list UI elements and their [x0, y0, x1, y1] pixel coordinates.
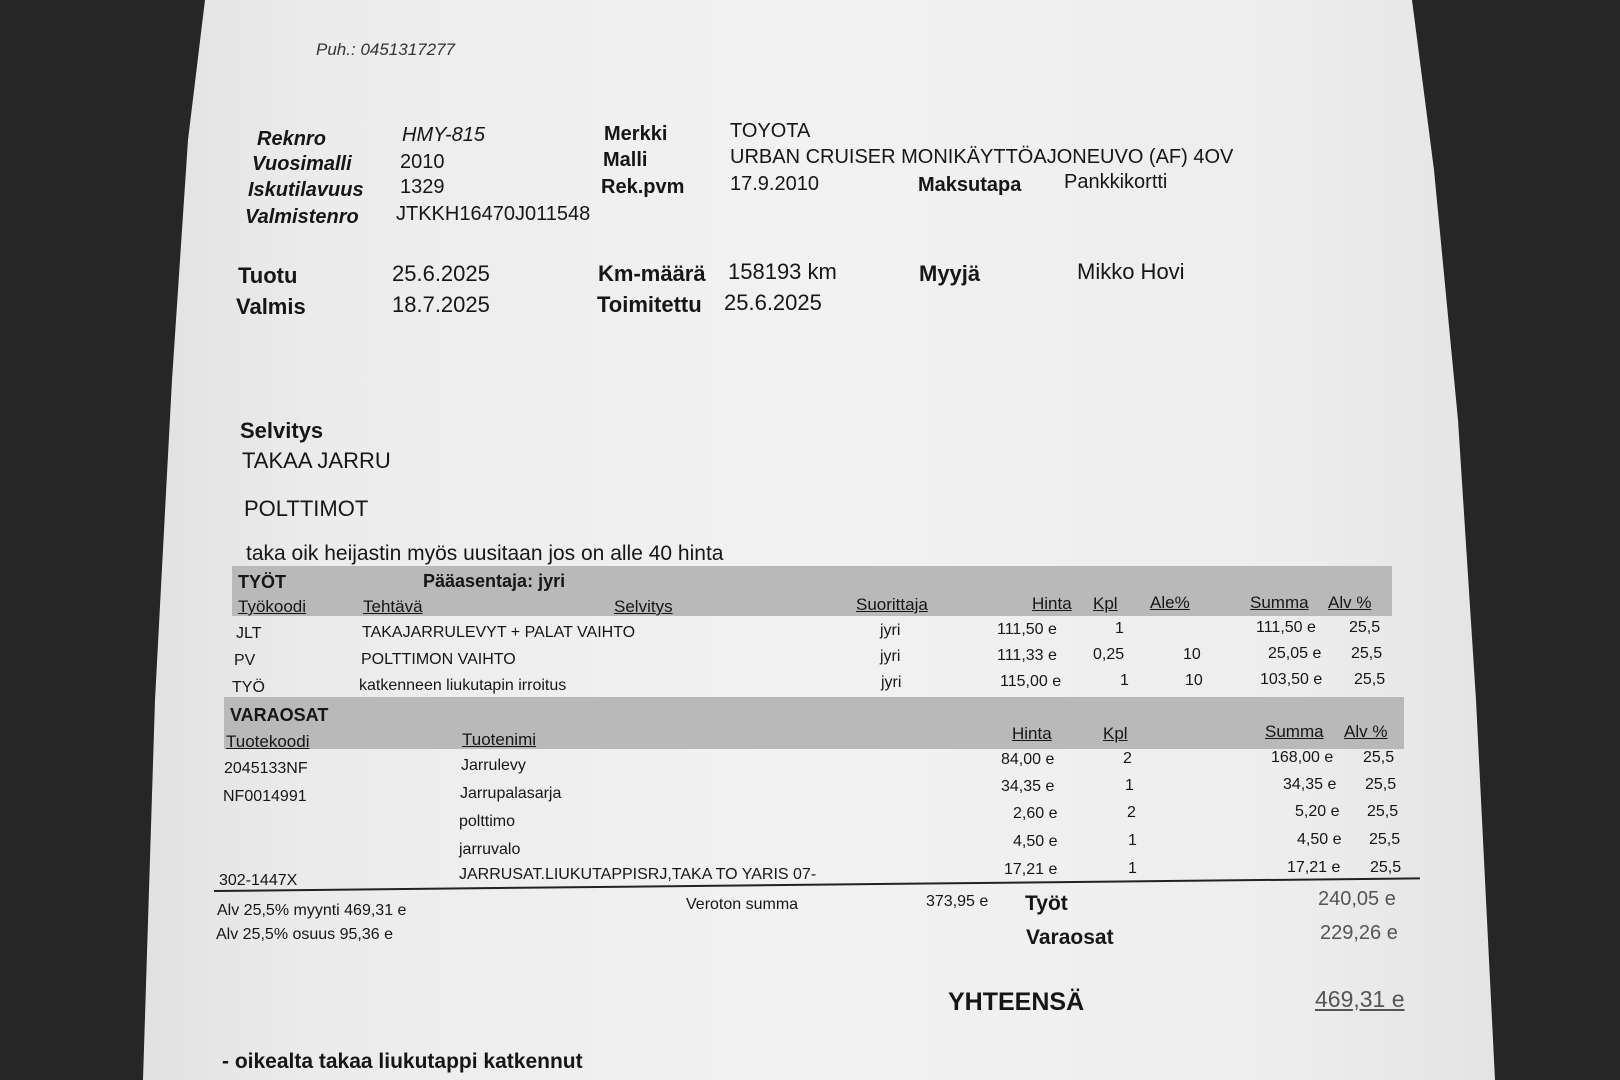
- malli-value: URBAN CRUISER MONIKÄYTTÖAJONEUVO (AF) 4OV: [730, 146, 1234, 168]
- reknro-value: HMY-815: [402, 124, 485, 146]
- work-qty: 1: [1115, 620, 1124, 637]
- grand-total-value: 469,31 e: [1315, 986, 1405, 1012]
- work-header-discount: Ale%: [1150, 593, 1190, 612]
- work-header-code: Työkoodi: [238, 597, 307, 616]
- work-code: TYÖ: [232, 679, 265, 696]
- toimitettu-value: 25.6.2025: [724, 290, 822, 315]
- parts-header-code: Tuotekoodi: [226, 732, 310, 751]
- net-label: Veroton summa: [686, 896, 799, 913]
- valmistenro-value: JTKKH16470J011548: [396, 203, 591, 225]
- selvitys-line: taka oik heijastin myös uusitaan jos on alle 40 hinta: [246, 542, 724, 565]
- parts-header-qty: Kpl: [1103, 724, 1128, 743]
- phone-label: Puh.:: [316, 40, 356, 59]
- maksutapa-label: Maksutapa: [918, 174, 1022, 196]
- tuotu-value: 25.6.2025: [392, 261, 490, 286]
- parts-code: 2045133NF: [224, 760, 308, 777]
- selvitys-line: TAKAA JARRU: [242, 448, 391, 473]
- parts-sum: 4,50 e: [1297, 831, 1342, 848]
- parts-vat: 25,5: [1365, 776, 1397, 793]
- phone-line: [316, 40, 455, 60]
- maksutapa-value: Pankkikortti: [1064, 171, 1168, 193]
- myyja-label: Myyjä: [919, 261, 981, 286]
- parts-header-sum: Summa: [1265, 722, 1324, 741]
- iskutilavuus-label: Iskutilavuus: [248, 179, 364, 201]
- parts-code: 302-1447X: [219, 872, 298, 889]
- work-task: POLTTIMON VAIHTO: [361, 651, 516, 668]
- merkki-value: TOYOTA: [730, 120, 811, 142]
- parts-price: 34,35 e: [1001, 778, 1055, 795]
- parts-price: 4,50 e: [1013, 833, 1058, 850]
- vat-share: Alv 25,5% osuus 95,36 e: [216, 926, 394, 943]
- work-header-task: Tehtävä: [363, 597, 423, 616]
- valmis-label: Valmis: [236, 294, 306, 319]
- work-price: 111,33 e: [997, 647, 1057, 664]
- toimitettu-label: Toimitettu: [597, 292, 702, 317]
- parts-vat: 25,5: [1369, 831, 1401, 848]
- work-qty: 0,25: [1093, 646, 1125, 663]
- merkki-label: Merkki: [604, 123, 668, 145]
- rekpvm-label: Rek.pvm: [601, 176, 685, 198]
- work-header-qty: Kpl: [1093, 594, 1118, 613]
- work-section-label: TYÖT: [238, 572, 286, 592]
- km-value: 158193 km: [728, 259, 837, 284]
- parts-name: JARRUSAT.LIUKUTAPPISRJ,TAKA TO YARIS 07-: [459, 866, 817, 883]
- parts-vat: 25,5: [1363, 749, 1395, 766]
- work-qty: 1: [1120, 672, 1129, 689]
- parts-total-label: Varaosat: [1026, 926, 1114, 949]
- parts-name: polttimo: [459, 813, 516, 830]
- parts-vat: 25,5: [1370, 859, 1402, 876]
- parts-price: 2,60 e: [1013, 805, 1058, 822]
- work-performer: jyri: [880, 622, 901, 639]
- myyja-value: Mikko Hovi: [1077, 259, 1185, 284]
- work-performer: jyri: [880, 648, 901, 665]
- parts-qty: 2: [1127, 804, 1136, 821]
- km-label: Km-määrä: [598, 261, 706, 286]
- work-header-vat: Alv %: [1328, 593, 1372, 612]
- parts-vat: 25,5: [1367, 803, 1399, 820]
- parts-qty: 2: [1123, 750, 1132, 767]
- phone-number: 0451317277: [360, 40, 455, 59]
- work-vat: 25,5: [1349, 619, 1381, 636]
- footer-note: - oikealta takaa liukutappi katkennut: [222, 1050, 583, 1073]
- parts-qty: 1: [1128, 860, 1137, 877]
- parts-price: 84,00 e: [1001, 751, 1055, 768]
- selvitys-heading: Selvitys: [240, 418, 324, 443]
- work-sum: 25,05 e: [1268, 645, 1322, 662]
- work-total-label: Työt: [1025, 892, 1068, 915]
- work-code: JLT: [236, 625, 262, 642]
- parts-header-price: Hinta: [1012, 724, 1052, 743]
- work-header-desc: Selvitys: [614, 597, 673, 616]
- work-performer: jyri: [881, 674, 902, 691]
- work-price: 115,00 e: [1000, 673, 1062, 690]
- vuosimalli-value: 2010: [400, 151, 445, 173]
- parts-section-label: VARAOSAT: [230, 705, 329, 725]
- selvitys-line: POLTTIMOT: [244, 496, 369, 521]
- work-code: PV: [234, 652, 256, 669]
- malli-label: Malli: [603, 149, 648, 171]
- work-discount: 10: [1183, 646, 1201, 663]
- grand-total-label: YHTEENSÄ: [948, 988, 1085, 1016]
- work-task: katkenneen liukutapin irroitus: [359, 677, 567, 694]
- parts-sum: 34,35 e: [1283, 776, 1337, 793]
- valmistenro-label: Valmistenro: [245, 206, 359, 228]
- parts-section-band: [224, 697, 1404, 749]
- work-mechanic: Pääasentaja: jyri: [423, 571, 566, 591]
- work-header-sum: Summa: [1250, 593, 1309, 612]
- work-header-price: Hinta: [1032, 594, 1072, 613]
- vuosimalli-label: Vuosimalli: [252, 153, 352, 175]
- parts-sum: 17,21 e: [1287, 859, 1341, 876]
- vat-sales: Alv 25,5% myynti 469,31 e: [217, 902, 407, 919]
- parts-header-vat: Alv %: [1344, 722, 1388, 741]
- work-sum: 111,50 e: [1256, 619, 1316, 636]
- parts-sum: 5,20 e: [1295, 803, 1340, 820]
- parts-header-name: Tuotenimi: [462, 730, 537, 749]
- parts-code: NF0014991: [223, 788, 307, 805]
- work-total-value: 240,05 e: [1318, 888, 1396, 910]
- parts-price: 17,21 e: [1004, 861, 1058, 878]
- iskutilavuus-value: 1329: [400, 176, 445, 198]
- work-sum: 103,50 e: [1260, 671, 1323, 688]
- parts-name: jarruvalo: [459, 841, 521, 858]
- work-vat: 25,5: [1354, 671, 1386, 688]
- reknro-label: Reknro: [257, 128, 326, 150]
- work-header-performer: Suorittaja: [856, 595, 928, 614]
- valmis-value: 18.7.2025: [392, 292, 490, 317]
- net-value: 373,95 e: [926, 893, 989, 910]
- tuotu-label: Tuotu: [238, 263, 298, 288]
- parts-qty: 1: [1125, 777, 1134, 794]
- parts-qty: 1: [1128, 832, 1137, 849]
- work-discount: 10: [1185, 672, 1203, 689]
- work-vat: 25,5: [1351, 645, 1383, 662]
- parts-sum: 168,00 e: [1271, 749, 1334, 766]
- work-task: TAKAJARRULEVYT + PALAT VAIHTO: [362, 624, 636, 641]
- parts-total-value: 229,26 e: [1320, 922, 1398, 944]
- rekpvm-value: 17.9.2010: [730, 173, 819, 195]
- parts-name: Jarrulevy: [461, 757, 526, 774]
- work-price: 111,50 e: [997, 621, 1057, 638]
- parts-name: Jarrupalasarja: [460, 785, 562, 802]
